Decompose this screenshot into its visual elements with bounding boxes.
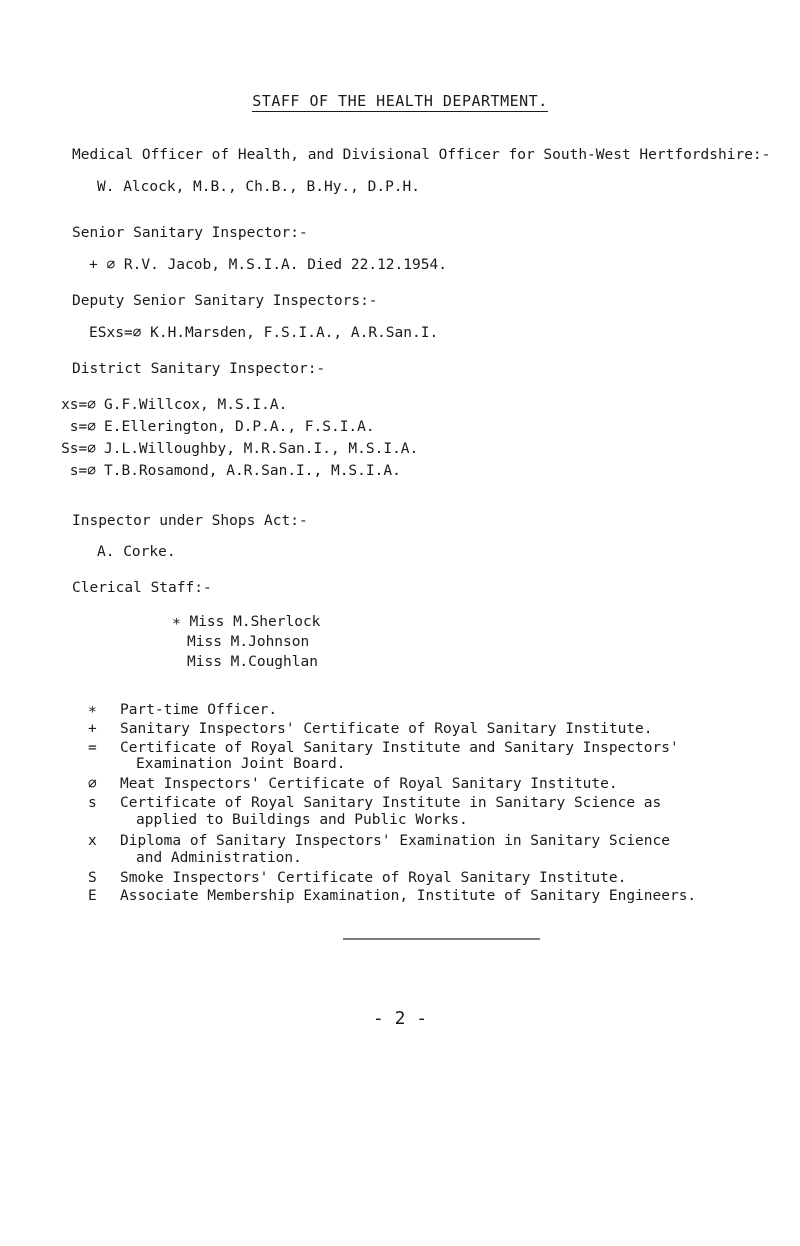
page-number: - 2 - xyxy=(372,1008,428,1029)
clerical-staff-item: Miss M.Coughlan xyxy=(187,654,318,670)
district-name: E.Ellerington, D.P.A., F.S.I.A. xyxy=(104,419,375,435)
moh-heading: Medical Officer of Health, and Divisional Officer for South-West Hertfordshire:- xyxy=(72,147,771,163)
senior-entry: + ∅ R.V. Jacob, M.S.I.A. Died 22.12.1954. xyxy=(89,257,447,273)
footnote-symbol: ∅ xyxy=(88,776,97,792)
page-title xyxy=(0,92,800,110)
senior-heading: Senior Sanitary Inspector:- xyxy=(72,225,308,241)
clerical-staff-item: Miss M.Johnson xyxy=(187,634,310,650)
footnote-text: Sanitary Inspectors' Certificate of Royal Sanitary Institute. xyxy=(120,721,653,737)
footnote-continuation: Examination Joint Board. xyxy=(136,756,346,772)
deputy-heading: Deputy Senior Sanitary Inspectors:- xyxy=(72,293,378,309)
district-symbol: Ss=∅ xyxy=(61,441,96,457)
footnote-text: Meat Inspectors' Certificate of Royal Sanitary Institute. xyxy=(120,776,618,792)
district-name: T.B.Rosamond, A.R.San.I., M.S.I.A. xyxy=(104,463,401,479)
shops-heading: Inspector under Shops Act:- xyxy=(72,513,308,529)
footnote-text: Smoke Inspectors' Certificate of Royal Sanitary Institute. xyxy=(120,870,627,886)
footnote-symbol: S xyxy=(88,870,97,886)
footnote-text: Certificate of Royal Sanitary Institute in Sanitary Science as xyxy=(120,795,662,811)
footnote-symbol: x xyxy=(88,833,97,849)
district-symbol: xs=∅ xyxy=(61,397,96,413)
district-name: J.L.Willoughby, M.R.San.I., M.S.I.A. xyxy=(104,441,419,457)
footnote-symbol: = xyxy=(88,740,97,756)
footnote-symbol: ∗ xyxy=(88,702,97,718)
shops-name: A. Corke. xyxy=(97,544,176,560)
page-title-text: STAFF OF THE HEALTH DEPARTMENT. xyxy=(252,92,548,110)
district-symbol: s=∅ xyxy=(69,419,96,435)
footnote-symbol: + xyxy=(88,721,97,737)
footnote-text: Associate Membership Examination, Institute of Sanitary Engineers. xyxy=(120,888,697,904)
footnote-text: Certificate of Royal Sanitary Institute and Sanitary Inspectors' xyxy=(120,740,679,756)
district-name: G.F.Willcox, M.S.I.A. xyxy=(104,397,288,413)
footnote-continuation: and Administration. xyxy=(136,850,302,866)
clerical-staff-item: ∗ Miss M.Sherlock xyxy=(172,614,321,630)
footnote-text: Part-time Officer. xyxy=(120,702,278,718)
footnote-symbol: s xyxy=(88,795,97,811)
divider-rule xyxy=(343,938,540,940)
footnote-continuation: applied to Buildings and Public Works. xyxy=(136,812,468,828)
footnote-symbol: E xyxy=(88,888,97,904)
moh-name: W. Alcock, M.B., Ch.B., B.Hy., D.P.H. xyxy=(97,179,421,195)
deputy-entry: ESxs=∅ K.H.Marsden, F.S.I.A., A.R.San.I. xyxy=(89,325,439,341)
district-heading: District Sanitary Inspector:- xyxy=(72,361,326,377)
district-symbol: s=∅ xyxy=(69,463,96,479)
clerical-heading: Clerical Staff:- xyxy=(72,580,212,596)
footnote-text: Diploma of Sanitary Inspectors' Examination in Sanitary Science xyxy=(120,833,670,849)
